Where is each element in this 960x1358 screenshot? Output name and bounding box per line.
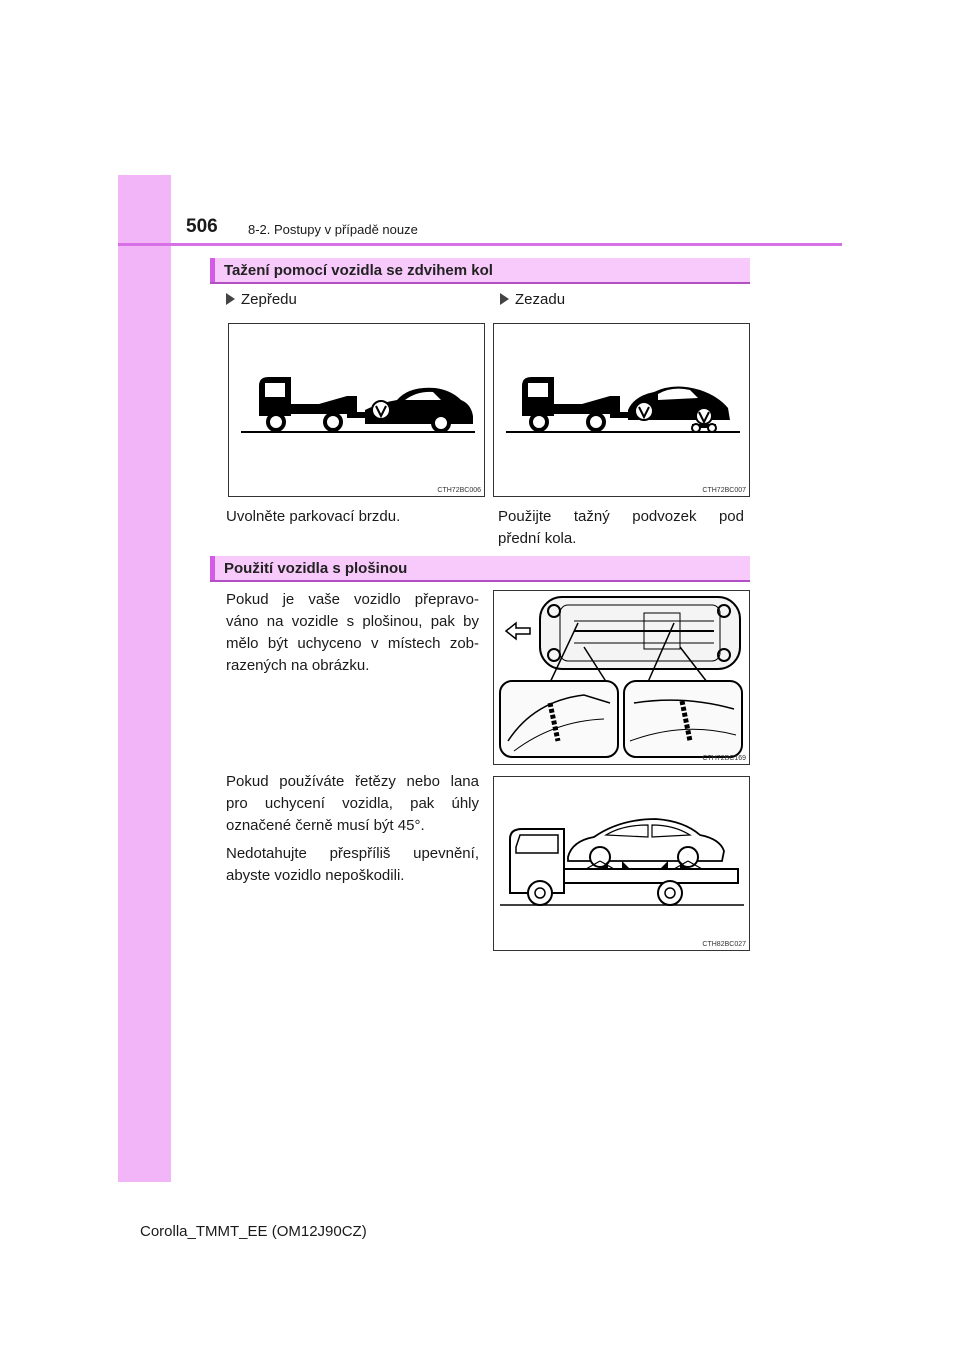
section-band-wheel-lift bbox=[210, 258, 750, 284]
figure-code: CTH72BC006 bbox=[437, 487, 481, 494]
para3-line2: abyste vozidlo nepoškodili. bbox=[226, 867, 405, 884]
figure-code: CTH72BC007 bbox=[702, 487, 746, 494]
figure-tow-front bbox=[228, 323, 485, 497]
figure-tow-rear bbox=[493, 323, 750, 497]
page-number: 506 bbox=[186, 216, 218, 237]
para1-line2: váno na vozidle s plošinou, pak by bbox=[226, 613, 479, 630]
para2-line3: označené černě musí být 45°. bbox=[226, 817, 425, 834]
tow-truck-rear-illustration bbox=[494, 324, 749, 496]
figure-code: CTH72BC169 bbox=[702, 755, 746, 762]
footer-model-code: Corolla_TMMT_EE (OM12J90CZ) bbox=[140, 1223, 367, 1240]
section-band-flatbed bbox=[210, 556, 750, 582]
para2-line1: Pokud používáte řetězy nebo lana bbox=[226, 773, 479, 790]
flatbed-illustration bbox=[494, 777, 749, 950]
para2-line2: pro uchycení vozidla, pak úhly bbox=[226, 795, 479, 812]
underbody-illustration bbox=[494, 591, 749, 764]
para3-line1: Nedotahujte přespříliš upevnění, bbox=[226, 845, 479, 862]
para1-line4: razených na obrázku. bbox=[226, 657, 370, 674]
tow-truck-front-illustration bbox=[229, 324, 484, 496]
para1-line1: Pokud je vaše vozidlo přepravo- bbox=[226, 591, 479, 608]
caption-rear-line1: Použijte tažný podvozek pod bbox=[498, 508, 744, 525]
subheading-rear-text: Zezadu bbox=[515, 291, 566, 308]
section-title: 8-2. Postupy v případě nouze bbox=[248, 222, 418, 237]
figure-code: CTH82BC027 bbox=[702, 941, 746, 948]
subheading-front-text: Zepředu bbox=[241, 291, 297, 308]
triangle-bullet-icon bbox=[226, 293, 235, 305]
subheading-rear bbox=[500, 291, 565, 308]
para1-line3: mělo být uchyceno v místech zob- bbox=[226, 635, 479, 652]
triangle-bullet-icon bbox=[500, 293, 509, 305]
figure-tie-down-points bbox=[493, 590, 750, 765]
caption-front: Uvolněte parkovací brzdu. bbox=[226, 508, 401, 525]
section-band-title: Použití vozidla s plošinou bbox=[224, 560, 408, 577]
header-rule bbox=[118, 243, 842, 246]
caption-rear-line2: přední kola. bbox=[498, 530, 577, 547]
subheading-front bbox=[226, 291, 297, 308]
section-band-title: Tažení pomocí vozidla se zdvihem kol bbox=[224, 262, 493, 279]
chapter-sidebar-tab bbox=[118, 175, 171, 1182]
figure-flatbed bbox=[493, 776, 750, 951]
